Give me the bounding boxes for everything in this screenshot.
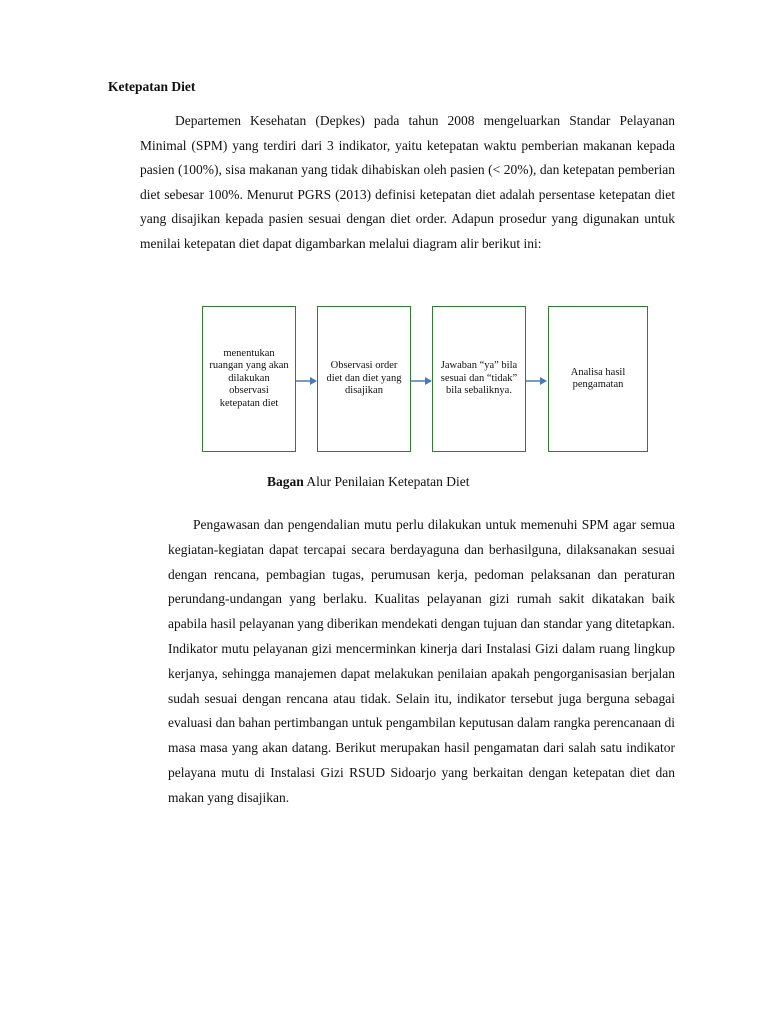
flow-step-1-text: menentukan ruangan yang akan dilakukan observasi ketepatan diet	[209, 347, 289, 409]
section-heading: Ketepatan Diet	[108, 79, 196, 94]
flow-step-3-text: Jawaban “ya” bila sesuai dan “tidak” bila sebaliknya.	[440, 360, 518, 397]
flow-arrow-3	[526, 376, 548, 386]
flow-arrow-1	[296, 376, 318, 386]
caption-rest: Alur Penilaian Ketepatan Diet	[303, 474, 470, 489]
intro-paragraph: Departemen Kesehatan (Depkes) pada tahun 2008 mengeluarkan Standar Pelayanan Minimal (SPM) yang terdiri dari 3 indikator, yaitu ketepatan waktu pemberian makanan kepada pasien (100%), sisa makanan yang tidak dihabiskan oleh pasien (< 20%), dan ketepatan pemberian diet sebesar 100%. Menurut PGRS (2013) definisi ketepatan diet adalah persentase ketepatan diet yang disajikan kepada pasien sesuai dengan diet order. Adapun prosedur yang digunakan untuk menilai ketepatan diet dapat digambarkan melalui diagram alir berikut ini:	[140, 113, 675, 251]
flow-step-4-text: Analisa hasil pengamatan	[570, 366, 626, 390]
flow-diagram	[200, 306, 650, 454]
body-paragraph: Pengawasan dan pengendalian mutu perlu dilakukan untuk memenuhi SPM agar semua kegiatan-kegiatan dapat tercapai secara berdayaguna dan berhasilguna, dilaksanakan sesuai dengan rencana, pembagian tugas, perumusan kerja, pedoman pelaksanan dan peraturan perundang-undangan yang berlaku. Kualitas pelayanan gizi rumah sakit dikatakan baik apabila hasil pelayanan yang diberikan mendekati dengan tujuan dan standar yang ditetapkan. Indikator mutu pelayanan gizi mencerminkan kinerja dari Instalasi Gizi dalam ruang lingkup kerjanya, sehingga manajemen dapat melakukan penilaian apakah pengorganisasian berjalan sudah sesuai dengan rencana atau tidak. Selain itu, indikator tersebut juga berguna sebagai evaluasi dan bahan pertimbangan untuk pengambilan keputusan dalam rangka perencanaan di masa masa yang akan datang. Berikut merupakan hasil pengamatan dari salah satu indikator pelayana mutu di Instalasi Gizi RSUD Sidoarjo yang berkaitan dengan ketepatan diet dan makan yang disajikan.	[168, 517, 675, 805]
caption-bold: Bagan	[267, 474, 304, 489]
flow-step-1	[202, 306, 296, 452]
flow-arrow-2	[411, 376, 433, 386]
flow-step-4	[548, 306, 648, 452]
flow-step-2-text: Observasi order diet dan diet yang disajikan	[326, 360, 402, 397]
flow-step-3	[432, 306, 526, 452]
flow-step-2	[317, 306, 411, 452]
diagram-caption	[267, 474, 469, 490]
